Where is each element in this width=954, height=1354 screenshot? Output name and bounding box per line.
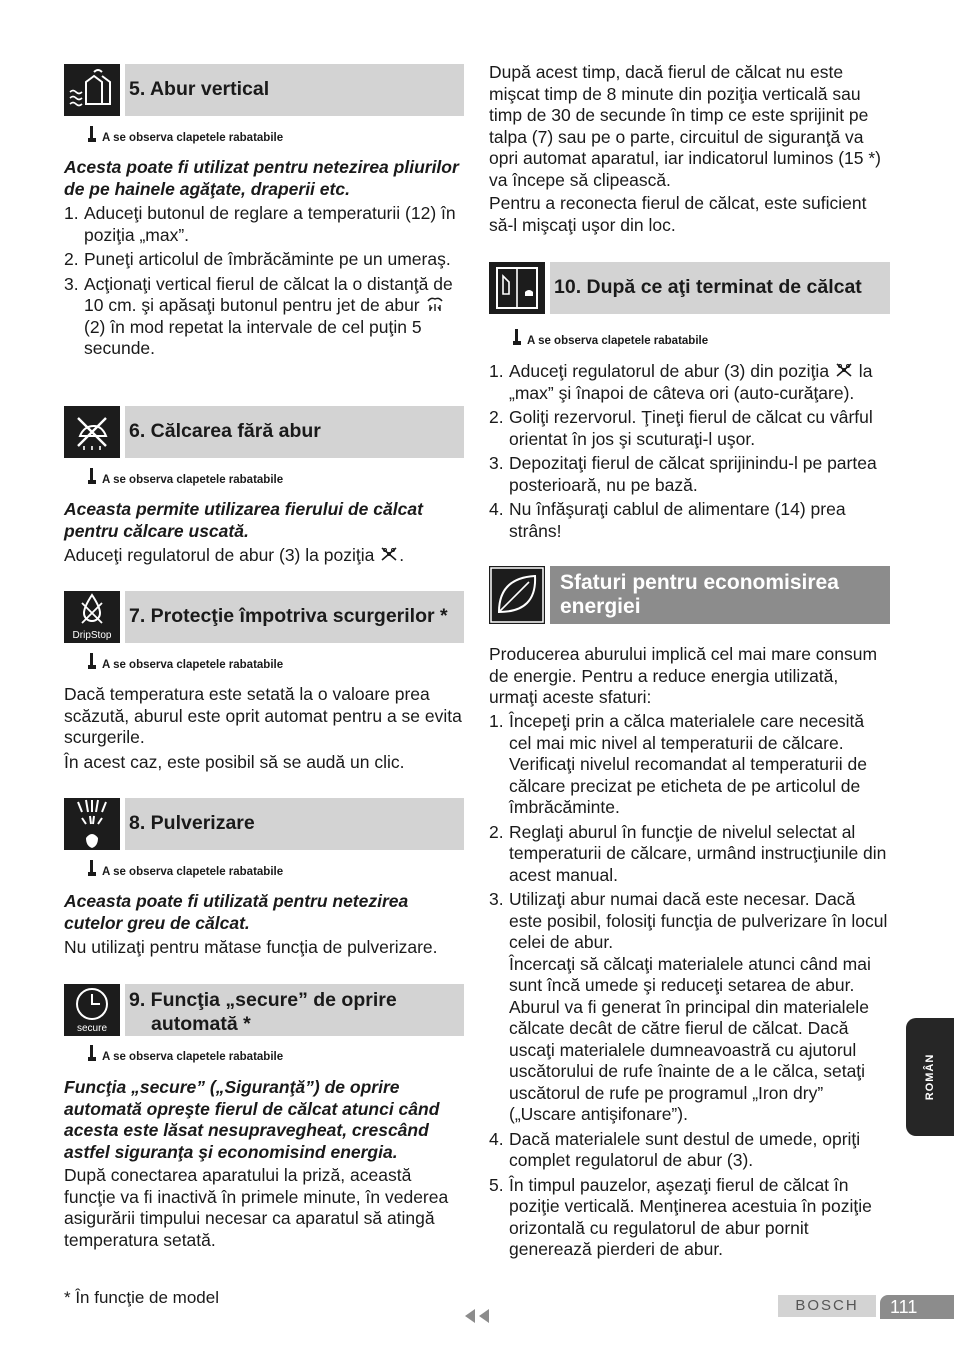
- energy-intro: Producerea aburului implică cel mai mare consum de energie. Pentru a reduce energia utilizată, urmaţi aceste sfaturi:: [489, 644, 878, 707]
- note: [64, 124, 464, 146]
- vertical-steam-icon: [64, 64, 120, 116]
- clock-icon: secure: [64, 984, 120, 1036]
- section-7-paragraph: În acest caz, este posibil să se audă un clic.: [64, 752, 405, 772]
- pointer-icon: [511, 327, 523, 347]
- list-item: 3. Depozitaţi fierul de călcat sprijinindu-l pe partea posterioară, nu pe bază.: [489, 453, 877, 495]
- list-item: 2. Goliţi rezervorul. Ţineţi fierul de călcat cu vârful orientat în jos şi scuturaţi-l uşor.: [489, 407, 873, 449]
- energy-steps: [489, 711, 890, 1264]
- note: [64, 466, 464, 488]
- section-9-header: [64, 984, 464, 1036]
- section-6-intro: Aceasta permite utilizarea fierului de călcat pentru călcare uscată.: [64, 499, 423, 541]
- note-text: A se observa clapetele rabatabile: [102, 132, 284, 144]
- pointer-icon: [86, 1043, 98, 1063]
- section-10-header: [489, 262, 890, 314]
- spray-icon: [64, 798, 120, 850]
- page-number: 111: [880, 1295, 954, 1319]
- double-chevron-left-icon[interactable]: [463, 1307, 493, 1325]
- section-title: Sfaturi pentru economisirea energiei: [560, 571, 839, 618]
- list-item: 1. Începeţi prin a călca materialele care necesită cel mai mic nivel al temperaturii de călcare. Verificaţi nivelul recomandat al temperaturii de călcare precizat pe eticheta de pe articolul de îmbrăcăminte.: [489, 711, 867, 817]
- section-8-intro: Aceasta poate fi utilizată pentru netezirea cutelor greu de călcat.: [64, 891, 409, 933]
- list-item: 3. Utilizaţi abur numai dacă este necesar. Dacă este posibil, folosiţi funcţia de pulverizare în locul celei de abur. Încercaţi să călcaţi materialele atunci când mai sunt încă umede şi reduceţi setarea de abur. Aburul va fi generat în principal din materialele călcate decât de către fierul de călcat. Dacă uscaţi materialele dumneavoastră cu ajutorul uscătorului de rufe înainte de a le călca, setaţi uscătorul de rufe pe programul „Iron dry” („Uscare antişifonare”).: [489, 889, 888, 1124]
- section-6-header: [64, 406, 464, 458]
- brand-label: BOSCH: [778, 1295, 876, 1317]
- section-5-header: [64, 64, 464, 116]
- section-10-steps: [489, 361, 890, 545]
- list-item: 2. Reglaţi aburul în funcţie de nivelul selectat al temperaturii de călcare, urmând instrucţiunile din acest manual.: [489, 821, 887, 885]
- energy-tips-header: [489, 566, 890, 624]
- pointer-icon: [86, 466, 98, 486]
- footnote: * În funcţie de model: [64, 1288, 219, 1307]
- steam-off-symbol-icon: [834, 361, 854, 379]
- note-text: A se observa clapetele rabatabile: [102, 1051, 284, 1063]
- leaf-icon: [489, 566, 545, 624]
- list-item: 1. Aduceţi regulatorul de abur (3) din poziţia la „max” şi înapoi de câteva ori (auto-curăţare).: [489, 361, 873, 403]
- language-tab: ROMÂN: [906, 1018, 954, 1136]
- section-7-header: [64, 591, 464, 643]
- section-title: 7. Protecţie împotriva scurgerilor *: [129, 605, 448, 627]
- section-9-intro: Funcţia „secure” („Siguranţă”) de oprire automată opreşte fierul de călcat atunci când acesta este lăsat nesupravegheat, crescând astfel siguranţa şi economisind energia.: [64, 1077, 440, 1162]
- section-title: 9. Funcţia „secure” de oprire automată *: [129, 989, 397, 1035]
- list-item: 3. Acţionaţi vertical fierul de călcat la o distanţă de 10 cm. şi apăsaţi butonul pentru jet de abur (2) în mod repetat la intervale de cel puţin 5 secunde.: [64, 273, 453, 358]
- note: [64, 651, 464, 673]
- drip-stop-icon: DripStop: [64, 591, 120, 643]
- note-text: A se observa clapetele rabatabile: [102, 474, 284, 486]
- note-text: A se observa clapetele rabatabile: [527, 335, 709, 347]
- section-7-paragraph: Dacă temperatura este setată la o valoare prea scăzută, aburul este oprit automat pentru a se evita scurgerile.: [64, 684, 462, 747]
- section-8-header: [64, 798, 464, 850]
- section-title: 6. Călcarea fără abur: [129, 420, 321, 442]
- list-item: 2. Puneţi articolul de îmbrăcăminte pe un umeraş.: [64, 249, 451, 269]
- note: [64, 858, 464, 880]
- note: [489, 327, 890, 349]
- section-9-paragraph: După acest timp, dacă fierul de călcat nu este mişcat timp de 8 minute din poziţia verticală sau timp de 30 de secunde în timp ce este sprijinit pe talpa (7) sau pe o parte, circuitul de siguranţă va opri automat aparatul, iar indicatorul luminos (15 *) va începe să clipească.: [489, 62, 881, 190]
- pointer-icon: [86, 858, 98, 878]
- note-text: A se observa clapetele rabatabile: [102, 659, 284, 671]
- section-title: 5. Abur vertical: [129, 78, 270, 100]
- pointer-icon: [86, 651, 98, 671]
- section-5-steps: [64, 203, 464, 363]
- note-text: A se observa clapetele rabatabile: [102, 866, 284, 878]
- section-9-paragraph: După conectarea aparatului la priză, această funcţie va fi inactivă în primele minute, în vederea asigurării timpului necesar ca aparatul să atingă temperatura setată.: [64, 1165, 449, 1250]
- no-steam-icon: [64, 406, 120, 458]
- section-title: 8. Pulverizare: [129, 812, 255, 834]
- list-item: 4. Dacă materialele sunt destul de umede, opriţi complet regulatorul de abur (3).: [489, 1128, 861, 1170]
- section-title: 10. După ce aţi terminat de călcat: [554, 276, 862, 298]
- section-5-intro: Acesta poate fi utilizat pentru netezirea pliurilor de pe hainele agăţate, draperii etc.: [64, 157, 459, 199]
- steam-jet-symbol-icon: [425, 295, 445, 313]
- note: [64, 1043, 464, 1065]
- section-9-paragraph: Pentru a reconecta fierul de călcat, este suficient să-l mişcaţi uşor din loc.: [489, 193, 867, 235]
- list-item: 1. Aduceţi butonul de reglare a temperaturii (12) în poziţia „max”.: [64, 203, 456, 245]
- section-8-text: Nu utilizaţi pentru mătase funcţia de pulverizare.: [64, 937, 438, 957]
- list-item: 5. În timpul pauzelor, aşezaţi fierul de călcat în poziţie verticală. Menţinerea acestuia în poziţie orizontală cu regulatorul de abur pornit generează pierderi de abur.: [489, 1174, 872, 1259]
- pointer-icon: [86, 124, 98, 144]
- cupboard-icon: [489, 262, 545, 314]
- list-item: 4. Nu înfăşuraţi cablul de alimentare (14) prea strâns!: [489, 499, 846, 541]
- section-6-text: Aduceţi regulatorul de abur (3) la poziţia .: [64, 545, 405, 565]
- steam-off-symbol-icon: [379, 545, 399, 563]
